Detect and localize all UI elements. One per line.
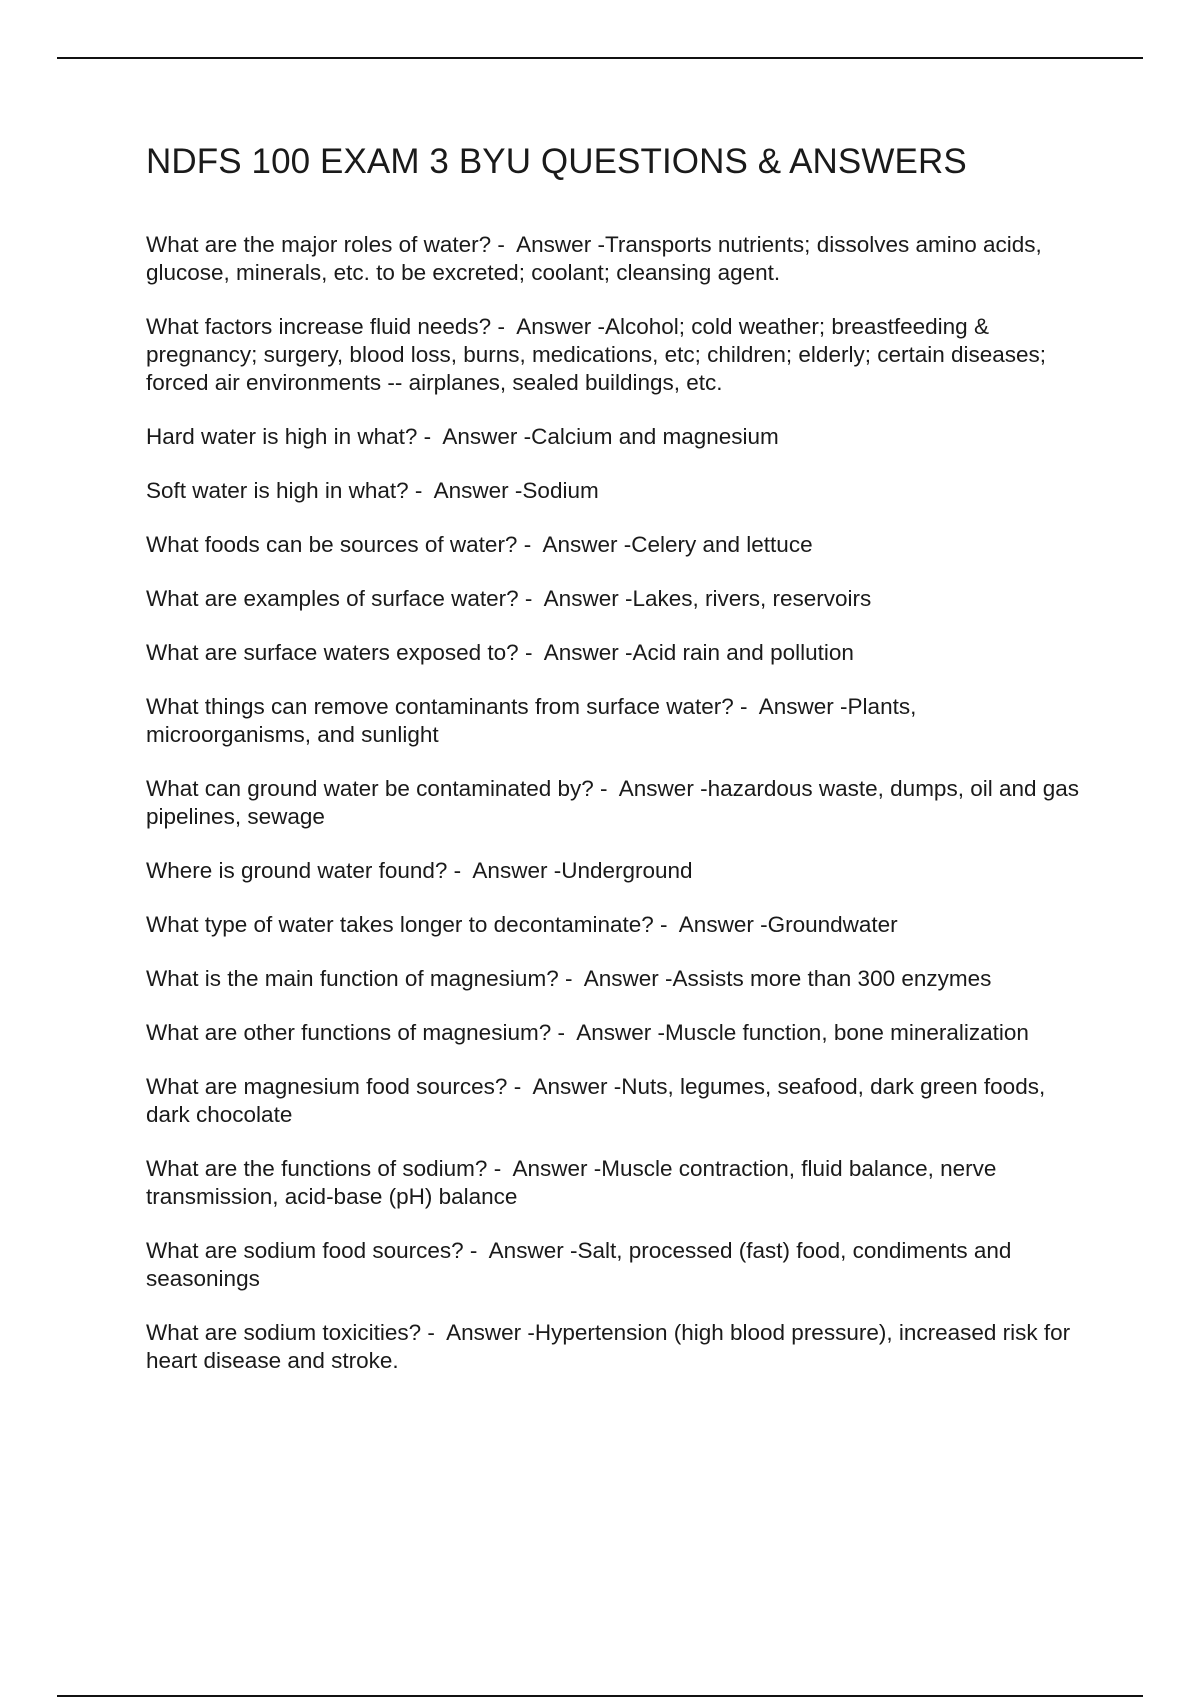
answer-text: hazardous waste, dumps, oil and gas pipelines, sewage [146,776,1080,829]
answer-text: Nuts, legumes, seafood, dark green foods, dark chocolate [146,1074,1046,1127]
question-text: What are surface waters exposed to? [146,640,519,665]
qa-item [146,965,1086,993]
qa-item [146,1073,1086,1129]
qa-item [146,423,1086,451]
answer-separator: - Answer - [487,1156,602,1181]
qa-item [146,639,1086,667]
qa-item [146,775,1086,831]
answer-text: Muscle function, bone mineralization [665,1020,1029,1045]
answer-separator: - Answer - [558,966,673,991]
qa-item [146,1155,1086,1211]
answer-separator: - Answer - [733,694,848,719]
answer-separator: - Answer - [518,586,633,611]
qa-item [146,911,1086,939]
question-text: What are other functions of magnesium? [146,1020,552,1045]
answer-separator: - Answer - [447,858,562,883]
answer-text: Celery and lettuce [631,532,813,557]
answer-separator: - Answer - [421,1320,535,1345]
answer-separator: - Answer - [551,1020,665,1045]
document-title: NDFS 100 EXAM 3 BYU QUESTIONS & ANSWERS [146,142,967,181]
question-text: What are sodium food sources? [146,1238,464,1263]
answer-separator: - Answer - [491,232,605,257]
qa-item [146,585,1086,613]
question-text: What type of water takes longer to decontaminate? [146,912,654,937]
question-text: What can ground water be contaminated by? [146,776,594,801]
question-text: What factors increase fluid needs? [146,314,492,339]
answer-text: Alcohol; cold weather; breastfeeding & pregnancy; surgery, blood loss, burns, medications, etc; children; elderly; certain diseases; forced air environments -- airplanes, sealed buildings, etc. [146,314,1047,395]
question-text: What are the major roles of water? [146,232,492,257]
answer-text: Sodium [522,478,599,503]
top-divider [57,57,1143,59]
answer-separator: - Answer - [593,776,708,801]
qa-item [146,1319,1086,1375]
question-text: What are sodium toxicities? [146,1320,422,1345]
answer-text: Salt, processed (fast) food, condiments and seasonings [146,1238,1012,1291]
qa-item [146,1019,1086,1047]
question-text: What are the functions of sodium? [146,1156,488,1181]
question-text: Soft water is high in what? [146,478,409,503]
answer-text: Calcium and magnesium [531,424,779,449]
qa-item [146,1237,1086,1293]
qa-item [146,313,1086,397]
answer-separator: - Answer - [507,1074,622,1099]
answer-text: Assists more than 300 enzymes [672,966,992,991]
question-text: What are magnesium food sources? [146,1074,508,1099]
answer-text: Lakes, rivers, reservoirs [632,586,872,611]
answer-separator: - Answer - [517,532,632,557]
bottom-divider [57,1695,1143,1697]
qa-item [146,531,1086,559]
qa-item [146,857,1086,885]
qa-item [146,231,1086,287]
question-text: What foods can be sources of water? [146,532,518,557]
question-text: Where is ground water found? [146,858,448,883]
question-text: What is the main function of magnesium? [146,966,559,991]
answer-text: Acid rain and pollution [632,640,854,665]
answer-separator: - Answer - [491,314,605,339]
question-text: Hard water is high in what? [146,424,418,449]
question-text: What things can remove contaminants from surface water? [146,694,734,719]
answer-separator: - Answer - [417,424,532,449]
answer-text: Transports nutrients; dissolves amino acids, glucose, minerals, etc. to be excreted; coolant; cleansing agent. [146,232,1042,285]
qa-list [146,231,1086,1375]
answer-text: Underground [561,858,693,883]
answer-text: Groundwater [767,912,898,937]
answer-text: Hypertension (high blood pressure), increased risk for heart disease and stroke. [146,1320,1071,1373]
answer-separator: - Answer - [408,478,523,503]
document-body [146,140,1086,1401]
answer-separator: - Answer - [463,1238,578,1263]
question-text: What are examples of surface water? [146,586,519,611]
answer-separator: - Answer - [518,640,633,665]
answer-text: Muscle contraction, fluid balance, nerve transmission, acid-base (pH) balance [146,1156,997,1209]
qa-item [146,693,1086,749]
qa-item [146,477,1086,505]
answer-separator: - Answer - [653,912,768,937]
answer-text: Plants, microorganisms, and sunlight [146,694,917,747]
